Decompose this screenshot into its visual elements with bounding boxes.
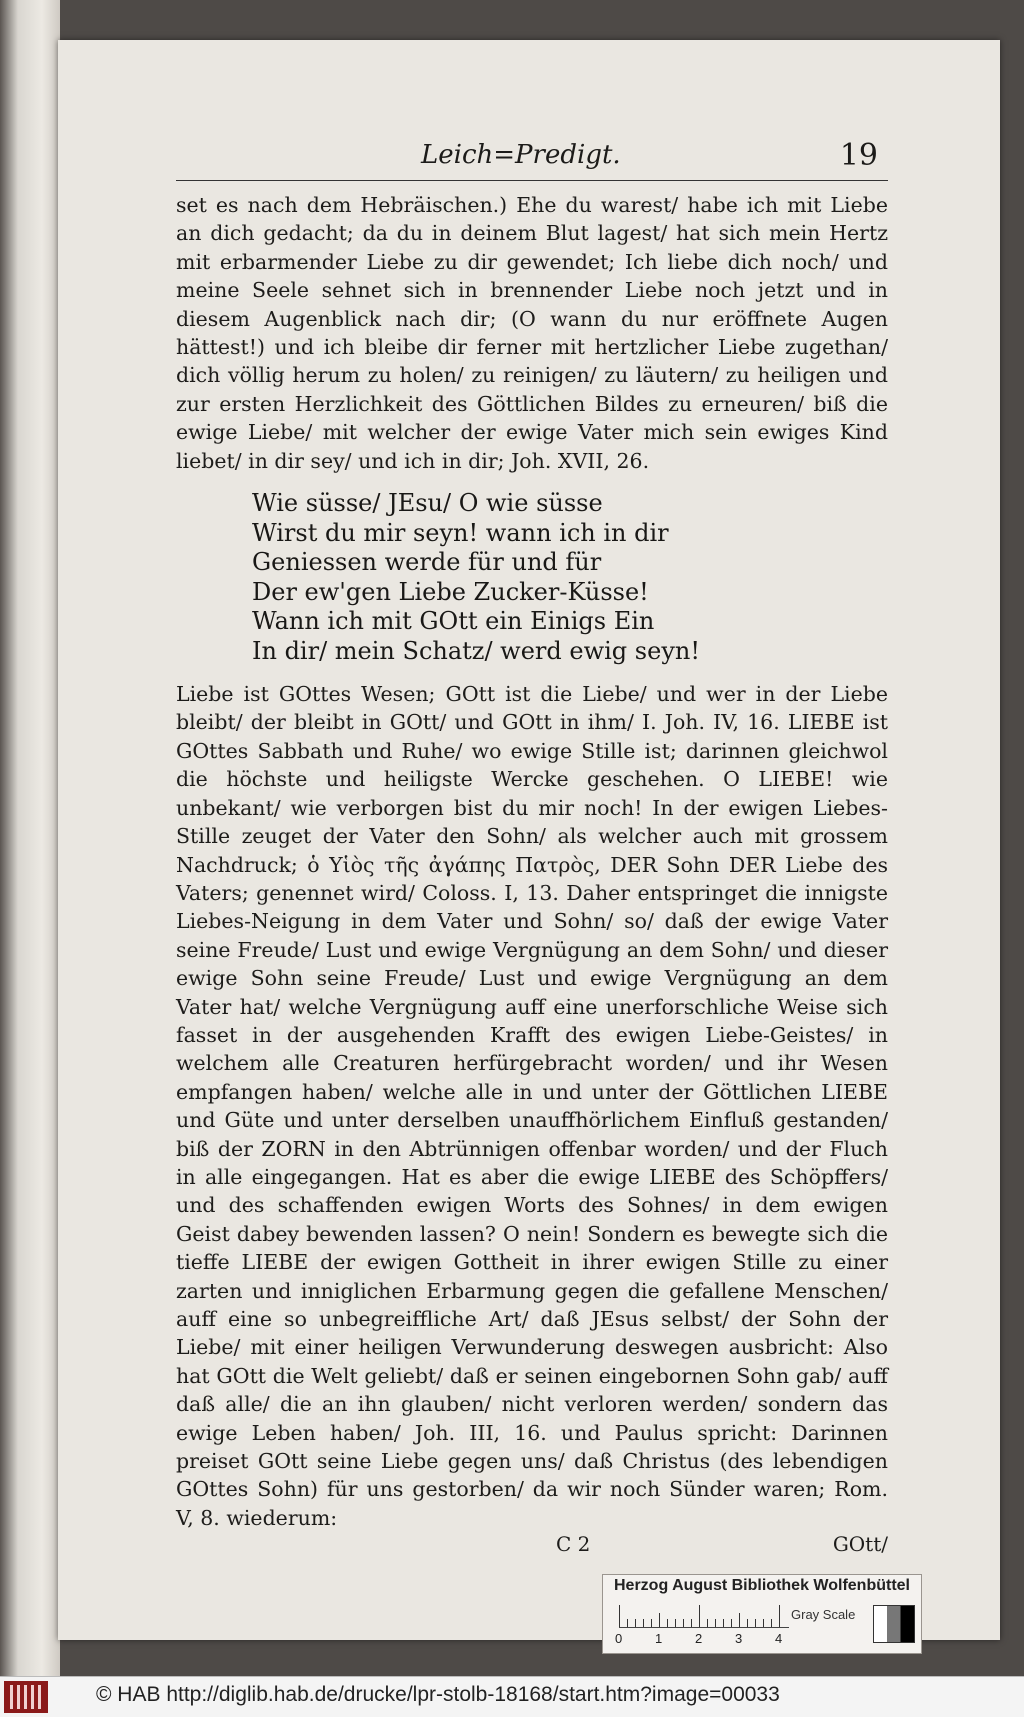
ruler-number: 3 <box>735 1631 743 1646</box>
left-page-edge <box>0 0 60 1676</box>
library-name: Herzog August Bibliothek Wolfenbüttel <box>614 1577 910 1594</box>
poem-line: Wirst du mir seyn! wann ich in dir <box>252 518 669 547</box>
page-footer-line <box>176 1532 888 1566</box>
library-color-scale-label <box>602 1574 922 1654</box>
ruler-number: 1 <box>655 1631 663 1646</box>
hab-logo-icon <box>4 1681 48 1713</box>
poem-line: In dir/ mein Schatz/ werd ewig seyn! <box>252 636 700 665</box>
catchword: GOtt/ <box>832 1532 888 1557</box>
book-page <box>58 40 1000 1640</box>
poem-line: Der ew'gen Liebe Zucker-Küsse! <box>252 577 649 606</box>
text-block-1 <box>176 191 888 475</box>
poem-line: Wann ich mit GOtt ein Einigs Ein <box>252 607 655 636</box>
text-block-2 <box>176 680 888 1532</box>
page-number: 19 <box>839 138 878 173</box>
gray-scale-swatch <box>873 1605 915 1643</box>
poem <box>252 489 888 666</box>
ruler-number: 4 <box>775 1631 783 1646</box>
running-head <box>176 140 888 181</box>
page-content <box>176 140 888 1566</box>
running-title: Leich=Predigt. <box>421 140 621 170</box>
ruler-number: 0 <box>615 1631 623 1646</box>
paragraph-1: set es nach dem Hebräischen.) Ehe du warest/ habe ich mit Liebe an dich gedacht; da du in deinem Blut lagest/ hat sich mein Hertz mit erbarmender Liebe zu dir gewendet; Ich liebe dich noch/ und meine Seele sehnet sich in brennender Liebe noch jetzt und in diesem Augenblick nach dir; (O wann du nur eröffnete Augen hättest!) und ich bleibe dir ferner mit hertzlicher Liebe zugethan/ dich völlig herum zu holen/ zu reinigen/ zu läutern/ zu heiligen und zur ersten Herzlichkeit des Göttlichen Bildes zu erneuren/ biß die ewige Liebe/ mit welcher der ewige Vater mich sein ewiges Kind liebet/ in dir sey/ und ich in dir; Joh. XVII, 26. <box>176 193 888 473</box>
signature-mark: C 2 <box>556 1532 591 1557</box>
gray-scale-label: Gray Scale <box>791 1607 856 1622</box>
scale-ruler <box>619 1605 789 1628</box>
poem-line: Wie süsse/ JEsu/ O wie süsse <box>252 489 603 518</box>
ruler-number: 2 <box>695 1631 703 1646</box>
footer-bar <box>0 1676 1024 1717</box>
poem-line: Geniessen werde für und für <box>252 548 602 577</box>
copyright-url: © HAB http://diglib.hab.de/drucke/lpr-stolb-18168/start.htm?image=00033 <box>96 1683 780 1706</box>
paragraph-2: Liebe ist GOttes Wesen; GOtt ist die Liebe/ und wer in der Liebe bleibt/ der bleibt in GOtt/ und GOtt in ihm/ I. Joh. IV, 16. LIEBE ist GOttes Sabbath und Ruhe/ wo ewige Stille ist; darinnen gleichwol die höchste und heiligste Wercke geschehen. O LIEBE! wie unbekant/ wie verborgen bist du mir noch! In der ewigen Liebes-Stille zeuget der Vater den Sohn/ als welcher auch mit grossem Nachdruck; ὁ Υἱὸς τῆς ἀγάπης Πατρὸς, DER Sohn DER Liebe des Vaters; genennet wird/ Coloss. I, 13. Daher entspringet die innigste Liebes-Neigung in dem Vater und Sohn/ so/ daß der ewige Vater seine Freude/ Lust und ewige Vergnügung an dem Sohn/ und dieser ewige Sohn seine Freude/ Lust und ewige Vergnügung an dem Vater hat/ welche Vergnügung auff eine unerforschliche Weise sich fasset in der ausgehenden Krafft des ewigen Liebe-Geistes/ in welchem alle Creaturen herfürgebracht worden/ und ihr Wesen empfangen haben/ welche alle in und unter der Göttlichen LIEBE und Güte und unter derselben unauffhörlichem Einfluß gestanden/ biß der ZORN in den Abtrünnigen offenbar worden/ und der Fluch in alle eingegangen. Hat es aber die ewige LIEBE des Schöpffers/ und des schaffenden ewigen Worts des Sohnes/ in dem ewigen Geist dabey bewenden lassen? O nein! Sondern es bewegte sich die tieffe LIEBE der ewigen Gottheit in ihrer ewigen Stille zu einer zarten und inniglichen Erbarmung gegen die gefallene Menschen/ auff eine so unbegreiffliche Art/ daß JEsus selbst/ der Sohn der Liebe/ mit einer heiligen Verwunderung deswegen ausbricht: Also hat GOtt die Welt geliebt/ daß er seinen eingebornen Sohn gab/ auff daß alle/ die an ihn glauben/ nicht verloren werden/ sondern das ewige Leben haben/ Joh. III, 16. und Paulus spricht: Darinnen preiset GOtt seine Liebe gegen uns/ daß Christus (des lebendigen GOttes Sohn) für uns gestorben/ da wir noch Sünder waren; Rom. V, 8. wiederum: <box>176 682 888 1530</box>
